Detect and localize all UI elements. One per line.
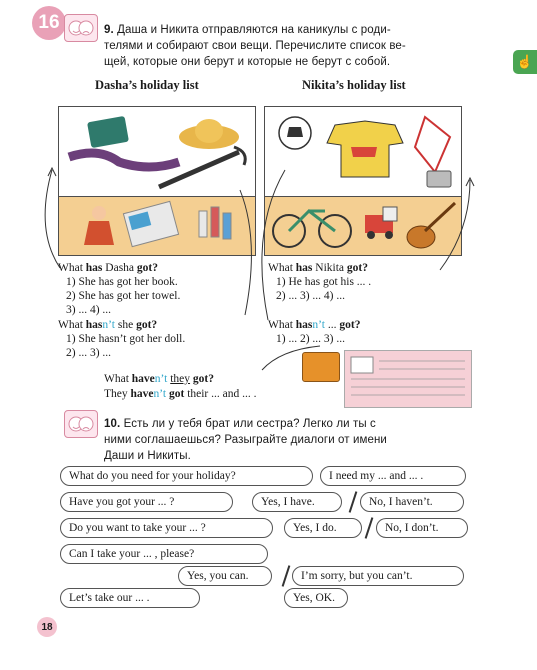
dasha-question-has: What has Dasha got? [58, 262, 158, 274]
dasha-question-hasnt: What hasn’t she got? [58, 319, 158, 331]
they-answer: They haven’t got their ... and ... . [104, 388, 257, 400]
dialogue-a3-yes-bubble: Yes, I do. [284, 518, 362, 538]
dialogue-a2-no-bubble: No, I haven’t. [360, 492, 464, 512]
task-9-number: 9. [104, 24, 114, 36]
task-10-line-2: ними соглашаешься? Разыграйте диалоги от имени [104, 434, 387, 446]
nikita-question-has: What has Nikita got? [268, 262, 368, 274]
task-9-line-1: Даша и Никита отправляются на каникулы с роди- [117, 24, 391, 36]
theatre-masks-icon-2 [64, 410, 98, 438]
page-number: 18 [37, 617, 57, 637]
dialogue-a4-yes-bubble: Yes, you can. [178, 566, 272, 586]
nikita-list-title: Nikita’s holiday list [302, 78, 406, 92]
dialogue-q3-bubble: Do you want to take your ... ? [60, 518, 273, 538]
dialogue-a1-bubble: I need my ... and ... . [320, 466, 466, 486]
hand-icon-tab[interactable]: ☝ [513, 50, 537, 74]
nikita-question-hasnt: What hasn’t ... got? [268, 319, 361, 331]
task-9-instructions [104, 22, 504, 70]
divider-slash [365, 517, 374, 539]
dialogue-a5-bubble: Yes, OK. [284, 588, 348, 608]
nikita-answers-hasnt: 1) ... 2) ... 3) ... [276, 333, 345, 345]
dialogue-q4-bubble: Can I take your ... , please? [60, 544, 268, 564]
task-10-line-1: Есть ли у тебя брат или сестра? Легко ли ты с [123, 418, 376, 430]
dialogue-q2-bubble: Have you got your ... ? [60, 492, 233, 512]
task-10-instructions [104, 416, 484, 464]
dasha-list-title: Dasha’s holiday list [95, 78, 199, 92]
divider-slash [282, 565, 291, 587]
dialogue-q5-bubble: Let’s take our ... . [60, 588, 200, 608]
task-10-number: 10. [104, 418, 121, 430]
dasha-answers-hasnt: 1) She hasn’t got her doll. 2) ... 3) ... [66, 333, 186, 359]
nikita-answers-has: 1) He has got his ... . 2) ... 3) ... 4) ... [276, 276, 372, 302]
task-9-line-2: телями и собирают свои вещи. Перечислите список ве- [104, 40, 406, 52]
divider-slash [349, 491, 358, 513]
dialogue-a4-no-bubble: I’m sorry, but you can’t. [292, 566, 464, 586]
they-question: What haven’t they got? [104, 373, 215, 385]
suitcase-icon [302, 352, 340, 382]
theatre-masks-icon [64, 14, 98, 42]
task-10-line-3: Даши и Никиты. [104, 450, 191, 462]
lesson-number-badge: 16 [32, 6, 66, 40]
dialogue-a3-no-bubble: No, I don’t. [376, 518, 468, 538]
task-9-line-3: щей, которые они берут и которые не берут с собой. [104, 56, 391, 68]
travel-form-image [344, 350, 472, 408]
dasha-answers-has: 1) She has got her book. 2) She has got her towel. 3) ... 4) ... [66, 276, 181, 316]
dialogue-a2-yes-bubble: Yes, I have. [252, 492, 342, 512]
dialogue-q1-bubble: What do you need for your holiday? [60, 466, 313, 486]
